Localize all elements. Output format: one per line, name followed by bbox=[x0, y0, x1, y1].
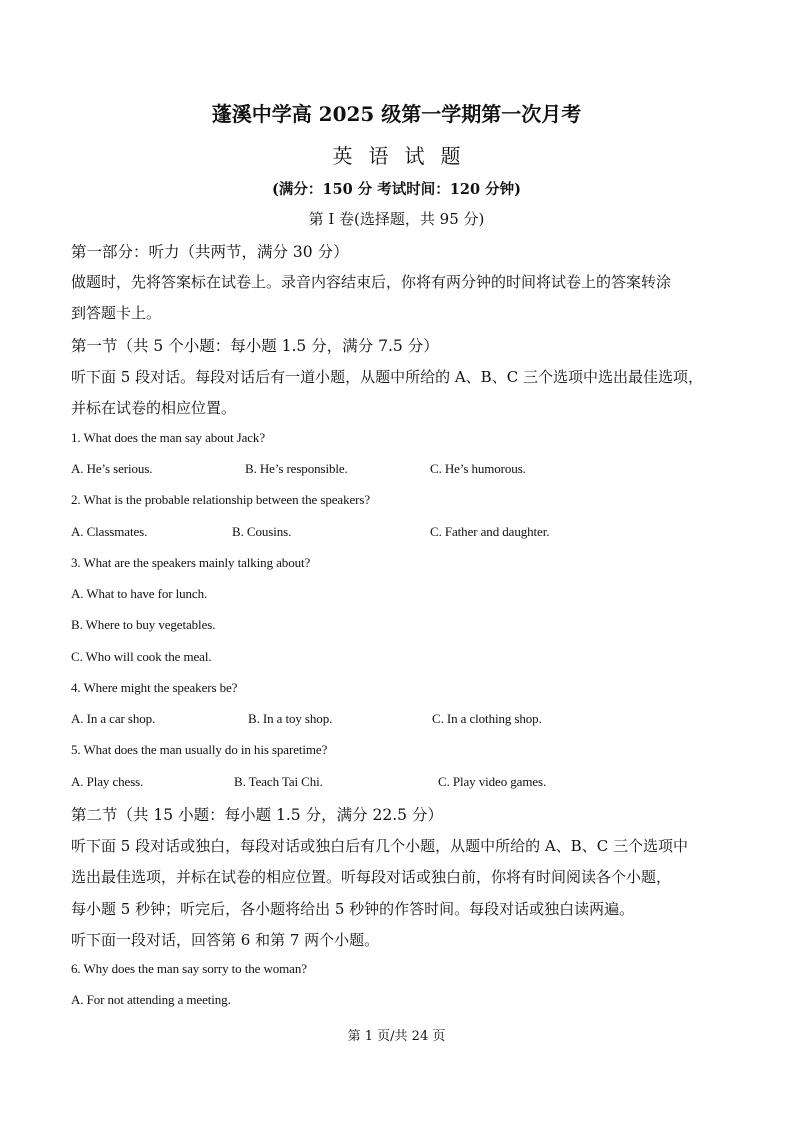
question-stem: 4. Where might the speakers be? bbox=[71, 680, 238, 695]
section1-instruction-line1: 听下面 5 段对话。每段对话后有一道小题，从题中所给的 A、B、C 三个选项中选出最佳选项， bbox=[71, 368, 703, 386]
question-stem: 3. What are the speakers mainly talking about? bbox=[71, 555, 311, 570]
page-footer: 第 1 页/共 24 页 bbox=[347, 1029, 446, 1044]
option-b: B. Teach Tai Chi. bbox=[234, 774, 323, 789]
section1-instruction-line2: 并标在试卷的相应位置。 bbox=[71, 399, 237, 417]
part1-instruction-line1: 做题时，先将答案标在试卷上。录音内容结束后，你将有两分钟的时间将试卷上的答案转涂 bbox=[71, 273, 672, 291]
option-c: C. Father and daughter. bbox=[430, 524, 550, 539]
option-a: A. He’s serious. bbox=[71, 461, 153, 476]
option-a: A. In a car shop. bbox=[71, 711, 156, 726]
question-stem: 6. Why does the man say sorry to the woman? bbox=[71, 961, 307, 976]
option-c: C. Who will cook the meal. bbox=[71, 649, 212, 664]
option-b: B. In a toy shop. bbox=[248, 711, 333, 726]
section2-heading: 第二节（共 15 小题：每小题 1.5 分，满分 22.5 分） bbox=[71, 806, 443, 824]
section2-instruction-line2: 选出最佳选项，并标在试卷的相应位置。听每段对话或独白前，你将有时间阅读各个小题， bbox=[71, 868, 672, 886]
option-a: A. What to have for lunch. bbox=[71, 586, 208, 601]
option-a: A. Play chess. bbox=[71, 774, 144, 789]
option-c: C. He’s humorous. bbox=[430, 461, 526, 476]
section2-instruction-line3: 每小题 5 秒钟；听完后，各小题将给出 5 秒钟的作答时间。每段对话或独白读两遍。 bbox=[71, 900, 635, 918]
option-b: B. Where to buy vegetables. bbox=[71, 617, 216, 632]
option-a: A. For not attending a meeting. bbox=[71, 992, 231, 1007]
option-c: C. Play video games. bbox=[438, 774, 547, 789]
option-a: A. Classmates. bbox=[71, 524, 148, 539]
option-b: B. Cousins. bbox=[232, 524, 292, 539]
section1-heading: 第一节（共 5 个小题：每小题 1.5 分，满分 7.5 分） bbox=[71, 337, 439, 355]
question-stem: 2. What is the probable relationship between the speakers? bbox=[71, 492, 370, 507]
exam-title: 蓬溪中学高 2025 级第一学期第一次月考 bbox=[211, 102, 582, 126]
part1-heading: 第一部分：听力（共两节，满分 30 分） bbox=[71, 243, 349, 261]
question-stem: 5. What does the man usually do in his sparetime? bbox=[71, 742, 328, 757]
question-stem: 1. What does the man say about Jack? bbox=[71, 430, 265, 445]
option-c: C. In a clothing shop. bbox=[432, 711, 542, 726]
section2-instruction-line1: 听下面 5 段对话或独白，每段对话或独白后有几个小题，从题中所给的 A、B、C 三个选项中 bbox=[71, 837, 688, 855]
part1-instruction-line2: 到答题卡上。 bbox=[71, 304, 162, 322]
paper-heading: 第 I 卷(选择题，共 95 分) bbox=[308, 210, 485, 228]
exam-subject: 英语试题 bbox=[332, 144, 477, 168]
dialogue-intro: 听下面一段对话，回答第 6 和第 7 两个小题。 bbox=[71, 931, 380, 949]
option-b: B. He’s responsible. bbox=[245, 461, 348, 476]
exam-info: (满分：150 分 考试时间：120 分钟) bbox=[272, 181, 521, 198]
